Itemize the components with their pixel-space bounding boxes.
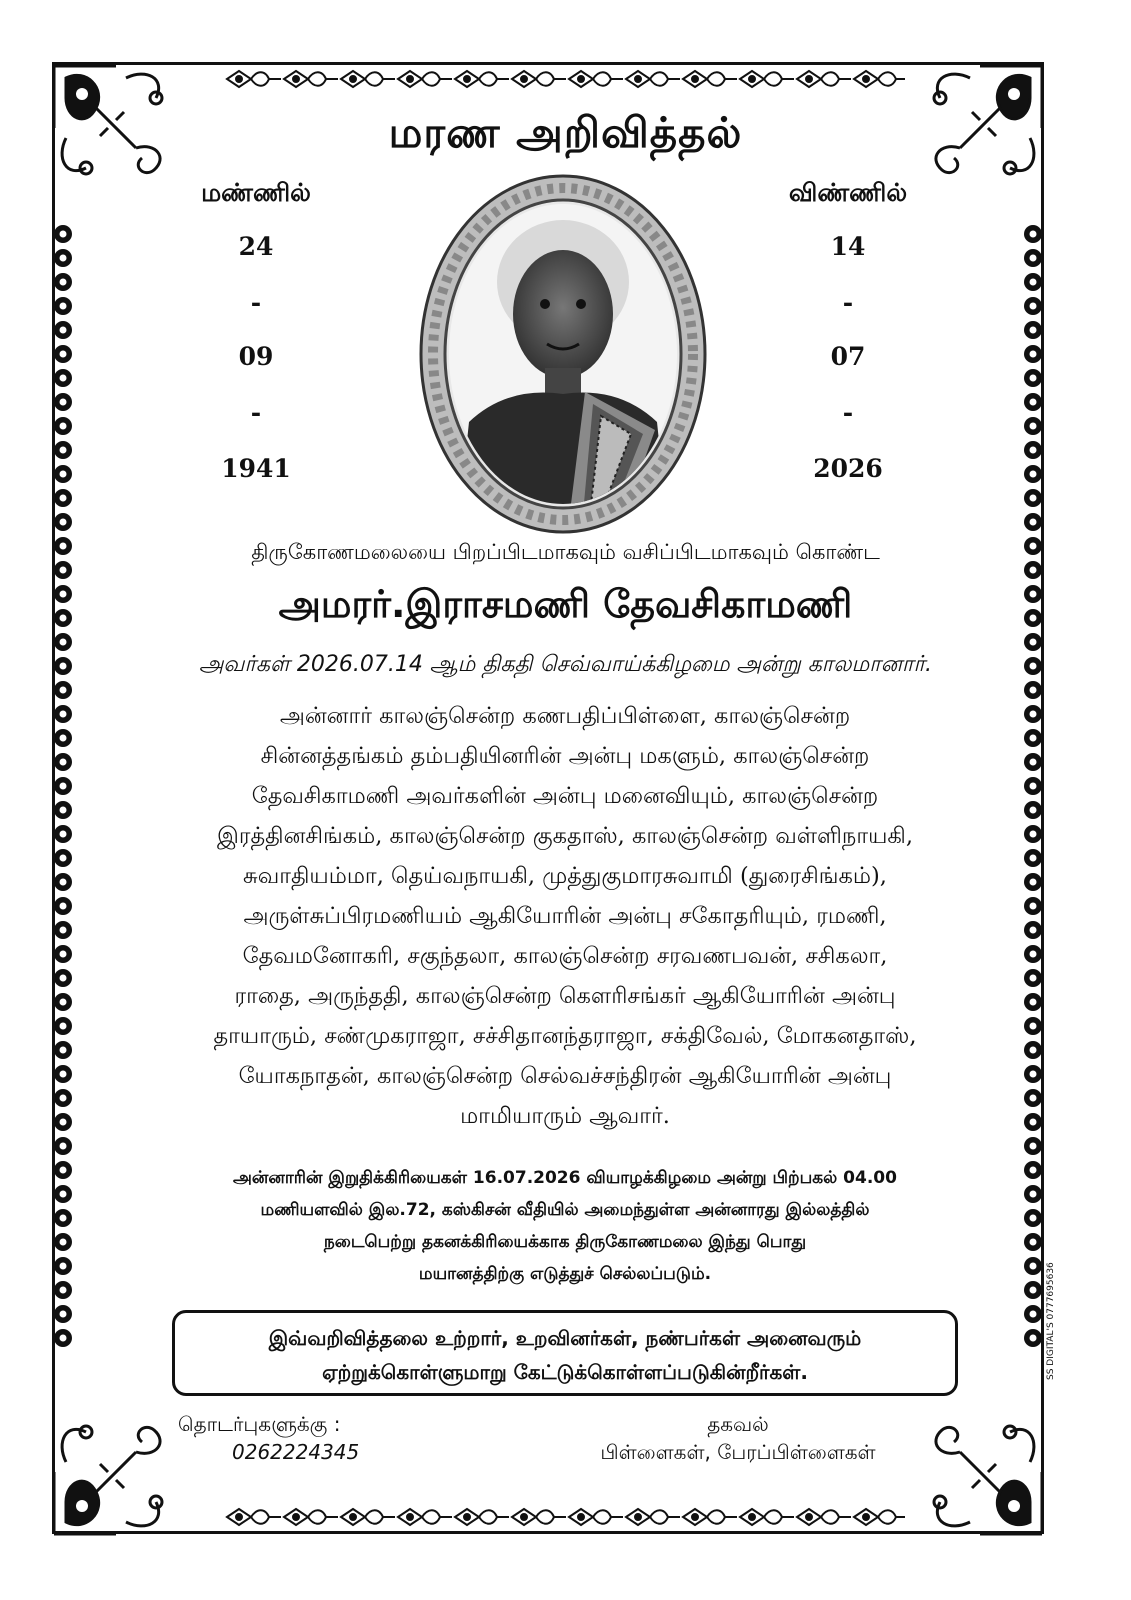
birth-day: 24 [238,232,274,261]
family-details [100,696,1030,1136]
portrait-photo [417,172,709,536]
funeral-details [110,1162,1020,1290]
bead [1024,369,1042,387]
bead [54,345,72,363]
bead [1024,465,1042,483]
death-separator-2: - [842,398,854,427]
intro-line: திருகோணமலையை பிறப்பிடமாகவும் வசிப்பிடமாகவும் கொண்ட [251,540,880,564]
bead [54,441,72,459]
bead [54,249,72,267]
bead [1024,1233,1042,1251]
bead [54,1329,72,1347]
top-ornament-row [225,66,905,92]
request-line: ஏற்றுக்கொள்ளுமாறு கேட்டுக்கொள்ளப்படுகின்றீர்கள். [322,1360,808,1384]
birth-separator-1: - [250,288,262,317]
bead [54,729,72,747]
bead [54,873,72,891]
death-label: விண்ணில் [788,178,908,207]
bead [54,393,72,411]
bead [1024,225,1042,243]
bead [54,705,72,723]
family-line: யோகநாதன், காலஞ்சென்ற செல்வச்சந்திரன் ஆகியோரின் அன்பு [238,1063,892,1089]
bead [54,753,72,771]
bead [54,1065,72,1083]
bead [1024,1161,1042,1179]
contact-label: தொடர்புகளுக்கு : [178,1412,341,1436]
bead [54,1305,72,1323]
bead [1024,417,1042,435]
bead [1024,1257,1042,1275]
family-line: சின்னத்தங்கம் தம்பதியினரின் அன்பு மகளும், காலஞ்சென்ற [260,743,870,769]
bead [54,369,72,387]
family-line: மாமியாரும் ஆவார். [460,1103,670,1129]
bead [54,321,72,339]
family-line: தேவமனோகரி, சகுந்தலா, காலஞ்சென்ற சரவணபவன், சசிகலா, [242,943,888,969]
bead [54,849,72,867]
request-line: இவ்வறிவித்தலை உற்றார், உறவினர்கள், நண்பர்கள் அனைவரும் [268,1326,862,1350]
family-line: அருள்சுப்பிரமணியம் ஆகியோரின் அன்பு சகோதரியும், ரமணி, [243,903,887,929]
bead [54,897,72,915]
bead [54,993,72,1011]
family-line: தாயாரும், சண்முகராஜா, சச்சிதானந்தராஜா, சக்திவேல், மோகனதாஸ், [213,1023,917,1049]
funeral-line: அன்னாரின் இறுதிக்கிரியைகள் 16.07.2026 வியாழக்கிழமை அன்று பிற்பகல் 04.00 [233,1168,897,1188]
bead [54,825,72,843]
bead [54,1281,72,1299]
family-line: தேவசிகாமணி அவர்களின் அன்பு மனைவியும், காலஞ்சென்ற [251,783,879,809]
bead [54,513,72,531]
bead [54,921,72,939]
birth-year: 1941 [221,454,291,483]
death-month: 07 [830,342,866,371]
bead [1024,513,1042,531]
bead [1024,1137,1042,1155]
death-separator-1: - [842,288,854,317]
bead [1024,321,1042,339]
bead [1024,1305,1042,1323]
request-text [175,1321,955,1389]
bottom-ornament-row [225,1504,905,1530]
bead [54,273,72,291]
family-line: ராதை, அருந்ததி, காலஞ்சென்ற கௌரிசங்கர் ஆகியோரின் அன்பு [234,983,896,1009]
bead [1024,345,1042,363]
left-bead-chain [50,222,76,1352]
info-label: தகவல் [707,1412,769,1436]
funeral-line: நடைபெற்று தகனக்கிரியைக்காக திருகோணமலை இந்து பொது [323,1232,807,1252]
bead [54,945,72,963]
bead [54,1137,72,1155]
bead [1024,1329,1042,1347]
page-title: மரண அறிவித்தல் [388,108,743,157]
passed-away-line: அவர்கள் 2026.07.14 ஆம் திகதி செவ்வாய்க்கிழமை அன்று காலமானார். [198,652,933,677]
bead [1024,633,1042,651]
bead [1024,441,1042,459]
bead [54,1017,72,1035]
funeral-line: மயானத்திற்கு எடுத்துச் செல்லப்படும். [418,1264,712,1284]
bead [54,633,72,651]
bead [54,801,72,819]
corner-ornament-bottom-left [46,1392,196,1542]
bead [54,489,72,507]
bead [54,1185,72,1203]
bead [54,1233,72,1251]
family-line: இரத்தினசிங்கம், காலஞ்சென்ற குகதாஸ், காலஞ்சென்ற வள்ளிநாயகி, [217,823,913,849]
bead [54,1041,72,1059]
birth-label: மண்ணில் [201,178,311,207]
contact-phone: 0262224345 [232,1440,360,1464]
bead [1024,1281,1042,1299]
bead [54,681,72,699]
death-year: 2026 [813,454,883,483]
bead [1024,297,1042,315]
bead [1024,273,1042,291]
bead [54,1089,72,1107]
bead [1024,249,1042,267]
bead [54,1257,72,1275]
bead [54,465,72,483]
bead [1024,1209,1042,1227]
bead [54,969,72,987]
birth-month: 09 [238,342,274,371]
bead [54,1209,72,1227]
family-line: சுவாதியம்மா, தெய்வநாயகி, முத்துகுமாரசுவாமி (துரைசிங்கம்), [243,863,887,889]
bead [54,1113,72,1131]
bead [54,297,72,315]
studio-credit: SS DIGITAL'S 0777695636 [1046,1262,1056,1380]
info-block [548,1410,928,1466]
death-day: 14 [830,232,866,261]
bead [54,417,72,435]
birth-separator-2: - [250,398,262,427]
bead [54,777,72,795]
family-line: அன்னார் காலஞ்சென்ற கணபதிப்பிள்ளை, காலஞ்சென்ற [279,703,851,729]
bead [54,1161,72,1179]
bead [1024,1185,1042,1203]
contact-block [178,1410,359,1466]
bead [1024,393,1042,411]
deceased-name: அமரர்.இராசமணி தேவசிகாமணி [278,582,853,626]
bead [1024,489,1042,507]
info-from: பிள்ளைகள், பேரப்பிள்ளைகள் [600,1440,876,1464]
request-box [172,1310,958,1396]
funeral-line: மணியளவில் இல.72, கஸ்கிசன் வீதியில் அமைந்துள்ள அன்னாரது இல்லத்தில் [260,1200,870,1220]
